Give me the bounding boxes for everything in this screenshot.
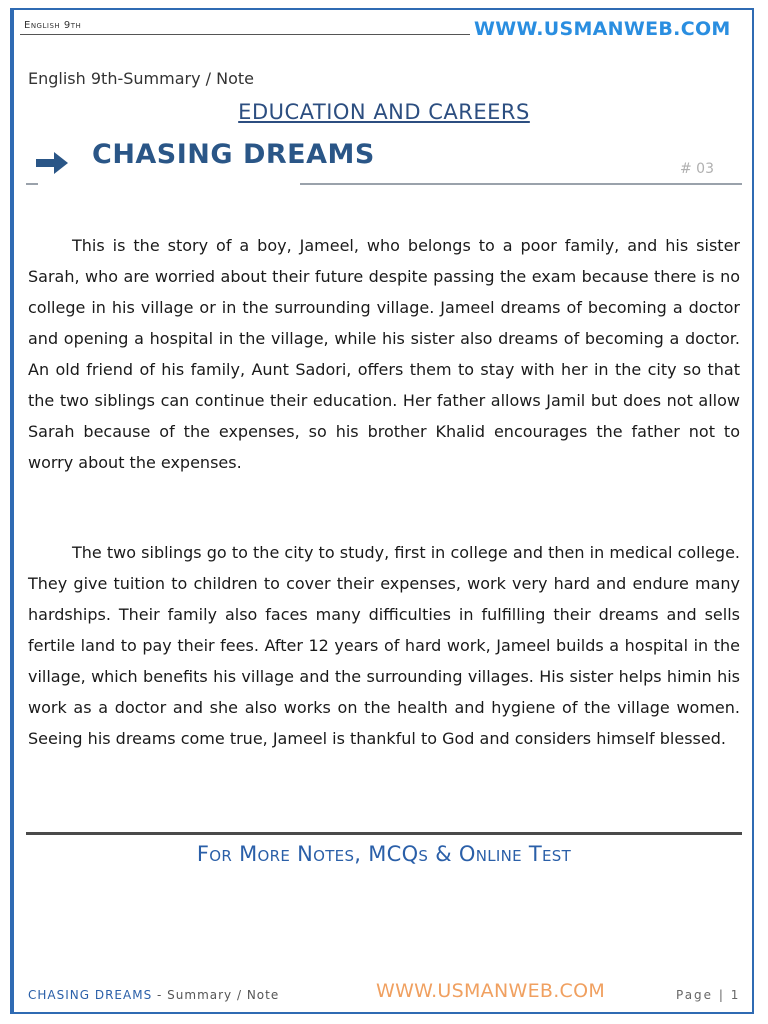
arrow-right-icon: [34, 150, 70, 176]
page-number: Page | 1: [676, 988, 741, 1002]
title-rule: [300, 183, 742, 185]
document-title: CHASING DREAMS: [92, 139, 375, 170]
header-site-link[interactable]: WWW.USMANWEB.COM: [474, 18, 731, 40]
more-notes-link[interactable]: For More Notes, MCQs & Online Test: [196, 842, 572, 866]
content-divider: [26, 832, 742, 835]
footer-title: [28, 988, 279, 1002]
summary-paragraph-2: The two siblings go to the city to study, first in college and then in medical college. They give tuition to children to cover their expenses, work very hard and endure many hardships. Their family also faces many difficulties in fulfilling their dreams and sells fertile land to pay their fees. After 12 years of hard work, Jameel builds a hospital in the village, which benefits his village and the surrounding villages. His sister helps himin his work as a doctor and she also works on the health and hygiene of the village women. Seeing his dreams come true, Jameel is thankful to God and considers himself blessed.: [28, 543, 740, 748]
summary-paragraph-1: This is the story of a boy, Jameel, who belongs to a poor family, and his sister Sarah, who are worried about their future despite passing the exam because there is no college in his village or in the surrounding village. Jameel dreams of becoming a doctor and opening a hospital in the village, while his sister also dreams of becoming a doctor. An old friend of his family, Aunt Sadori, offers them to stay with her in the city so that the two siblings can continue their education. Her father allows Jamil but does not allow Sarah because of the expenses, so his brother Khalid encourages the father not to worry about the expenses.: [28, 236, 740, 472]
footer-chapter-title: CHASING DREAMS: [28, 988, 153, 1002]
unit-heading: EDUCATION AND CAREERS: [238, 100, 530, 124]
header-subject-label: English 9th: [24, 20, 82, 31]
document-subject: English 9th-Summary / Note: [28, 69, 254, 88]
footer-separator: -: [152, 988, 168, 1002]
footer-site-link[interactable]: WWW.USMANWEB.COM: [376, 980, 606, 1002]
footer-subtitle: Summary / Note: [167, 988, 280, 1002]
lesson-number: # 03: [680, 161, 714, 177]
title-dash: [26, 183, 38, 185]
header-rule: [20, 34, 470, 35]
